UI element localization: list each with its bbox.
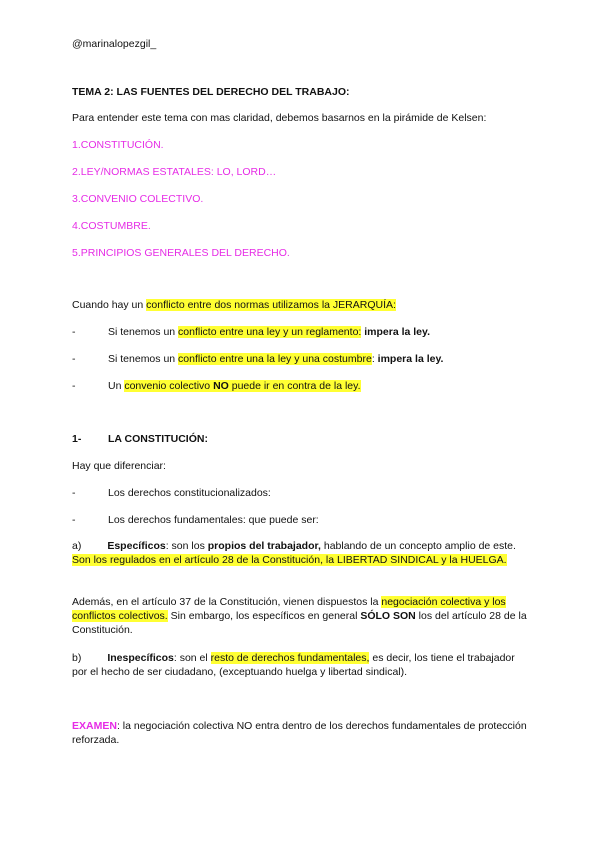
paragraph-text: es decir, los tiene el trabajador por el hecho de ser ciudadano, (exceptuando huelga y libertad sindical). bbox=[72, 652, 515, 678]
intro-text: Para entender este tema con mas claridad, debemos basarnos en la pirámide de Kelsen: bbox=[72, 112, 487, 124]
rights-item: Los derechos constitucionalizados: bbox=[108, 487, 271, 499]
paragraph-text: : son el bbox=[173, 652, 211, 664]
bullet-bold: impera la ley. bbox=[361, 326, 431, 338]
author-handle: @marinalopezgil_ bbox=[72, 38, 157, 50]
term-bold: Inespecíficos bbox=[107, 652, 174, 664]
paragraph-text: Además, en el artículo 37 de la Constitución, vienen dispuestos la bbox=[72, 596, 382, 608]
bullet-highlight-bold: NO bbox=[213, 380, 229, 392]
paragraph-highlight: Son los regulados en el artículo 28 de la Constitución, la LIBERTAD SINDICAL y la HUELGA. bbox=[72, 554, 507, 566]
bullet-text: Si tenemos un bbox=[108, 353, 179, 365]
bullet-dash: - bbox=[72, 380, 76, 392]
conflict-bullet bbox=[108, 379, 361, 393]
kelsen-item: 5.PRINCIPIOS GENERALES DEL DERECHO. bbox=[72, 247, 290, 259]
kelsen-item: 1.CONSTITUCIÓN. bbox=[72, 139, 164, 151]
bullet-highlight: conflicto entre una ley y un reglamento: bbox=[178, 326, 362, 338]
term-bold: Específicos bbox=[107, 540, 166, 552]
topic-title: TEMA 2: LAS FUENTES DEL DERECHO DEL TRABAJO: bbox=[72, 86, 350, 98]
rights-item: Los derechos fundamentales: que puede ser: bbox=[108, 514, 319, 526]
kelsen-item: 2.LEY/NORMAS ESTATALES: LO, LORD… bbox=[72, 166, 277, 178]
conflict-intro-highlight: conflicto entre dos normas utilizamos la JERARQUÍA: bbox=[146, 299, 396, 311]
bullet-dash: - bbox=[72, 326, 76, 338]
conflict-bullet bbox=[108, 325, 430, 339]
bullet-highlight: conflicto entre una la ley y una costumbre bbox=[178, 353, 372, 365]
bullet-dash: - bbox=[72, 514, 76, 526]
bullet-dash: - bbox=[72, 487, 76, 499]
bullet-text: Un bbox=[108, 380, 125, 392]
paragraph-label: a) bbox=[72, 540, 82, 552]
paragraph-ademas bbox=[72, 595, 528, 637]
bullet-text: Si tenemos un bbox=[108, 326, 179, 338]
kelsen-item: 4.COSTUMBRE. bbox=[72, 220, 151, 232]
exam-note bbox=[72, 719, 528, 747]
bullet-dash: - bbox=[72, 353, 76, 365]
paragraph-text: hablando de un concepto amplio de este. bbox=[320, 540, 516, 552]
bullet-highlight: convenio colectivo bbox=[124, 380, 214, 392]
kelsen-item: 3.CONVENIO COLECTIVO. bbox=[72, 193, 204, 205]
section-heading: LA CONSTITUCIÓN: bbox=[108, 433, 208, 445]
paragraph-highlight: resto de derechos fundamentales, bbox=[210, 652, 370, 664]
section-number: 1- bbox=[72, 433, 82, 445]
exam-text: : la negociación colectiva NO entra dentro de los derechos fundamentales de protección reforzada. bbox=[72, 720, 527, 746]
bullet-bold: impera la ley. bbox=[377, 353, 444, 365]
term-bold: propios del trabajador, bbox=[207, 540, 321, 552]
bullet-highlight: puede ir en contra de la ley. bbox=[228, 380, 361, 392]
conflict-intro bbox=[72, 298, 396, 312]
term-bold: SÓLO SON bbox=[360, 610, 416, 622]
paragraph-text: los del artículo 28 de la Constitución. bbox=[72, 610, 527, 636]
conflict-bullet bbox=[108, 352, 443, 366]
differentiate-text: Hay que diferenciar: bbox=[72, 460, 166, 472]
paragraph-highlight: negociación colectiva y los conflictos colectivos. bbox=[72, 596, 506, 622]
paragraph-b bbox=[72, 651, 528, 679]
paragraph-text: : son los bbox=[165, 540, 208, 552]
paragraph-label: b) bbox=[72, 652, 82, 664]
bullet-text: : bbox=[371, 353, 378, 365]
exam-label: EXAMEN bbox=[72, 720, 117, 732]
paragraph-a bbox=[72, 539, 528, 567]
conflict-intro-text: Cuando hay un bbox=[72, 299, 147, 311]
paragraph-text: Sin embargo, los específicos en general bbox=[167, 610, 361, 622]
